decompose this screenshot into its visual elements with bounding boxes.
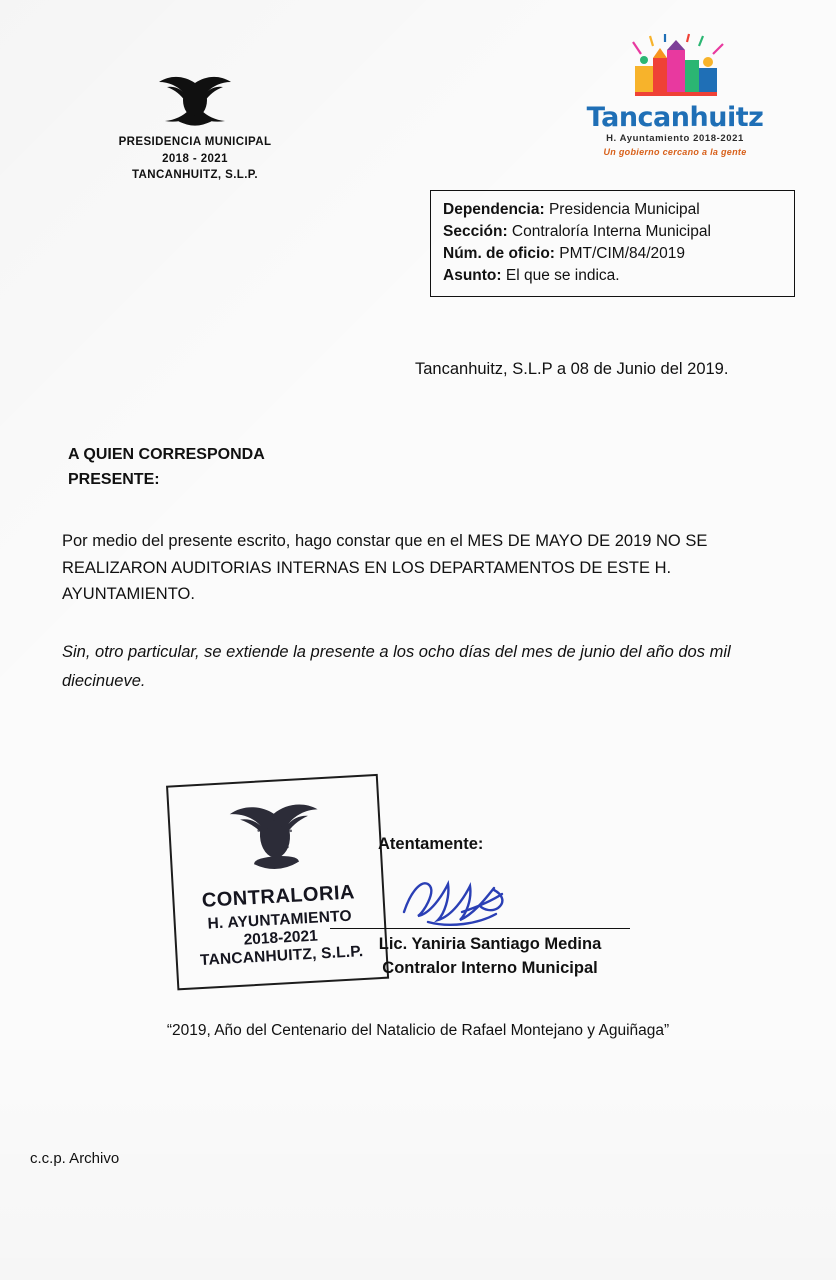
addressee [68,443,265,493]
body-paragraph-1: Por medio del presente escrito, hago constar que en el MES DE MAYO DE 2019 NO SE REALIZARON AUDITORIAS INTERNAS EN LOS DEPARTAMENTOS DE ESTE H. AYUNTAMIENTO. [62,532,708,604]
tancanhuitz-town-logo-icon [595,32,755,102]
logo-subtitle-1: H. Ayuntamiento 2018-2021 [606,133,744,144]
reference-row-numero-oficio [443,243,784,265]
seal-text-block [174,880,386,972]
crest-line-2: 2018 - 2021 [162,152,228,165]
seal-line-2: H. AYUNTAMIENTO [207,907,353,933]
reference-label-asunto: Asunto: [443,267,502,284]
crest-line-1: PRESIDENCIA MUNICIPAL [118,136,272,148]
reference-value-numero-oficio: PMT/CIM/84/2019 [559,245,686,262]
dateline: Tancanhuitz, S.L.P a 08 de Junio del 2019. [415,360,729,378]
logo-subtitle-2: Un gobierno cercano a la gente [603,147,747,157]
seal-line-4: TANCANHUITZ, S.L.P. [199,943,364,970]
signer-title: Contralor Interno Municipal [382,959,598,977]
seal-line-3: 2018-2021 [243,927,319,949]
town-logo-block [560,32,790,157]
signature-zone [0,790,836,1050]
reference-label-seccion: Sección: [443,223,508,240]
signature-rule [330,928,630,929]
body-paragraph-2: Sin, otro particular, se extiende la presente a los ocho días del mes de junio del año dos mil diecinueve. [62,643,731,690]
crest-line-3: TANCANHUITZ, S.L.P. [131,169,258,182]
crest-block [70,70,320,184]
official-seal-stamp-icon [166,774,389,991]
logo-wordmark: Tancanhuitz [586,102,764,133]
addressee-line-1: A QUIEN CORRESPONDA [68,446,265,463]
reference-row-seccion [443,221,784,243]
signer-name: Lic. Yaniria Santiago Medina [378,935,602,953]
reference-value-asunto: El que se indica. [505,267,620,284]
reference-label-dependencia: Dependencia: [443,201,545,218]
reference-label-numero-oficio: Núm. de oficio: [443,245,555,262]
reference-row-asunto [443,265,784,287]
mexican-coat-of-arms-icon [149,70,241,128]
document-header [0,60,836,190]
seal-eagle-icon [217,793,334,885]
reference-box [430,190,795,297]
closing-label: Atentamente: [378,835,484,853]
reference-row-dependencia [443,199,784,221]
reference-value-seccion: Contraloría Interna Municipal [511,223,711,240]
reference-value-dependencia: Presidencia Municipal [548,201,700,218]
ccp-note: c.c.p. Archivo [30,1150,120,1167]
seal-line-1: CONTRALORIA [201,881,356,912]
year-motto: “2019, Año del Centenario del Natalicio de Rafael Montejano y Aguiñaga” [166,1022,670,1039]
addressee-line-2: PRESENTE: [68,470,160,488]
